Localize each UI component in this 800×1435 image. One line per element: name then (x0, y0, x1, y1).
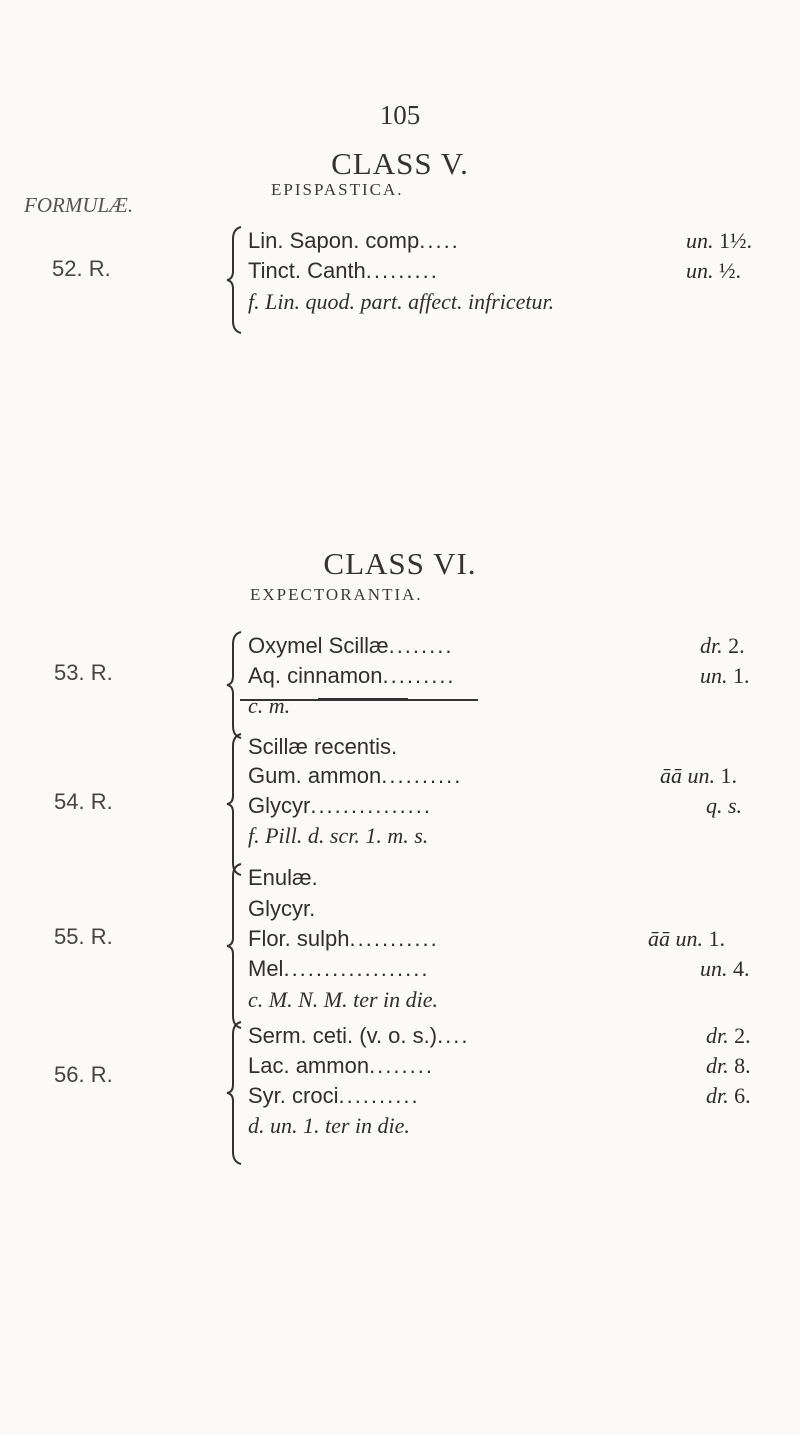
recipe-55-line-1: Enulæ. (248, 865, 318, 890)
class-v-title: CLASS V. (331, 146, 469, 181)
recipe-56-dose-3: dr. 6. (706, 1083, 751, 1108)
recipe-55-line-2: Glycyr. (248, 896, 316, 921)
recipe-54-line-1: Scillæ recentis. (248, 734, 398, 759)
recipe-54-dose-3: q. s. (706, 793, 743, 818)
recipe-55-line-3: Flor. sulph........... (248, 926, 439, 951)
recipe-55-dose-3: āā un. 1. (648, 926, 725, 951)
recipe-56-line-1: Serm. ceti. (v. o. s.).... (248, 1023, 470, 1048)
class-vi-subtitle: EXPECTORANTIA. (250, 585, 423, 604)
recipe-53-dose-2: un. 1. (700, 663, 750, 688)
brace-52 (225, 225, 245, 335)
recipe-54-line-2: Gum. ammon.......... (248, 763, 463, 788)
recipe-55-dose-4: un. 4. (700, 956, 750, 981)
recipe-56-dose-2: dr. 8. (706, 1053, 751, 1078)
recipe-52-dose-1: un. 1½. (686, 228, 752, 253)
class-vi-title: CLASS VI. (323, 546, 477, 581)
recipe-54-line-4: f. Pill. d. scr. 1. m. s. (248, 823, 429, 848)
recipe-53-line-1: Oxymel Scillæ........ (248, 633, 454, 658)
recipe-52-line-2: Tinct. Canth......... (248, 258, 439, 283)
class-v-subtitle: EPISPASTICA. (271, 180, 404, 199)
brace-56 (225, 1020, 245, 1166)
recipe-52-line-1: Lin. Sapon. comp..... (248, 228, 460, 253)
brace-55 (225, 862, 245, 1030)
recipe-56-line-4: d. un. 1. ter in die. (248, 1113, 410, 1138)
recipe-55-number: 55. R. (54, 924, 113, 949)
recipe-54-number: 54. R. (54, 789, 113, 814)
recipe-53-line-2: Aq. cinnamon......... (248, 663, 456, 688)
recipe-53-line-3: c. m. (248, 693, 291, 718)
recipe-55-line-5: c. M. N. M. ter in die. (248, 987, 439, 1012)
recipe-55-line-4: Mel.................. (248, 956, 430, 981)
formulae-heading: FORMULÆ. (24, 193, 134, 217)
recipe-52-dose-2: un. ½. (686, 258, 741, 283)
recipe-56-number: 56. R. (54, 1062, 113, 1087)
page-number: 105 (379, 100, 421, 130)
recipe-53-number: 53. R. (54, 660, 113, 685)
recipe-52-line-3: f. Lin. quod. part. affect. infricetur. (248, 289, 555, 314)
recipe-56-line-3: Syr. croci.......... (248, 1083, 420, 1108)
recipe-52-number: 52. R. (52, 256, 111, 281)
recipe-53-dose-1: dr. 2. (700, 633, 745, 658)
recipe-54-dose-2: āā un. 1. (660, 763, 737, 788)
brace-54 (225, 732, 245, 877)
recipe-56-dose-1: dr. 2. (706, 1023, 751, 1048)
brace-53 (225, 630, 245, 740)
recipe-56-line-2: Lac. ammon........ (248, 1053, 434, 1078)
recipe-54-line-3: Glycyr............... (248, 793, 433, 818)
